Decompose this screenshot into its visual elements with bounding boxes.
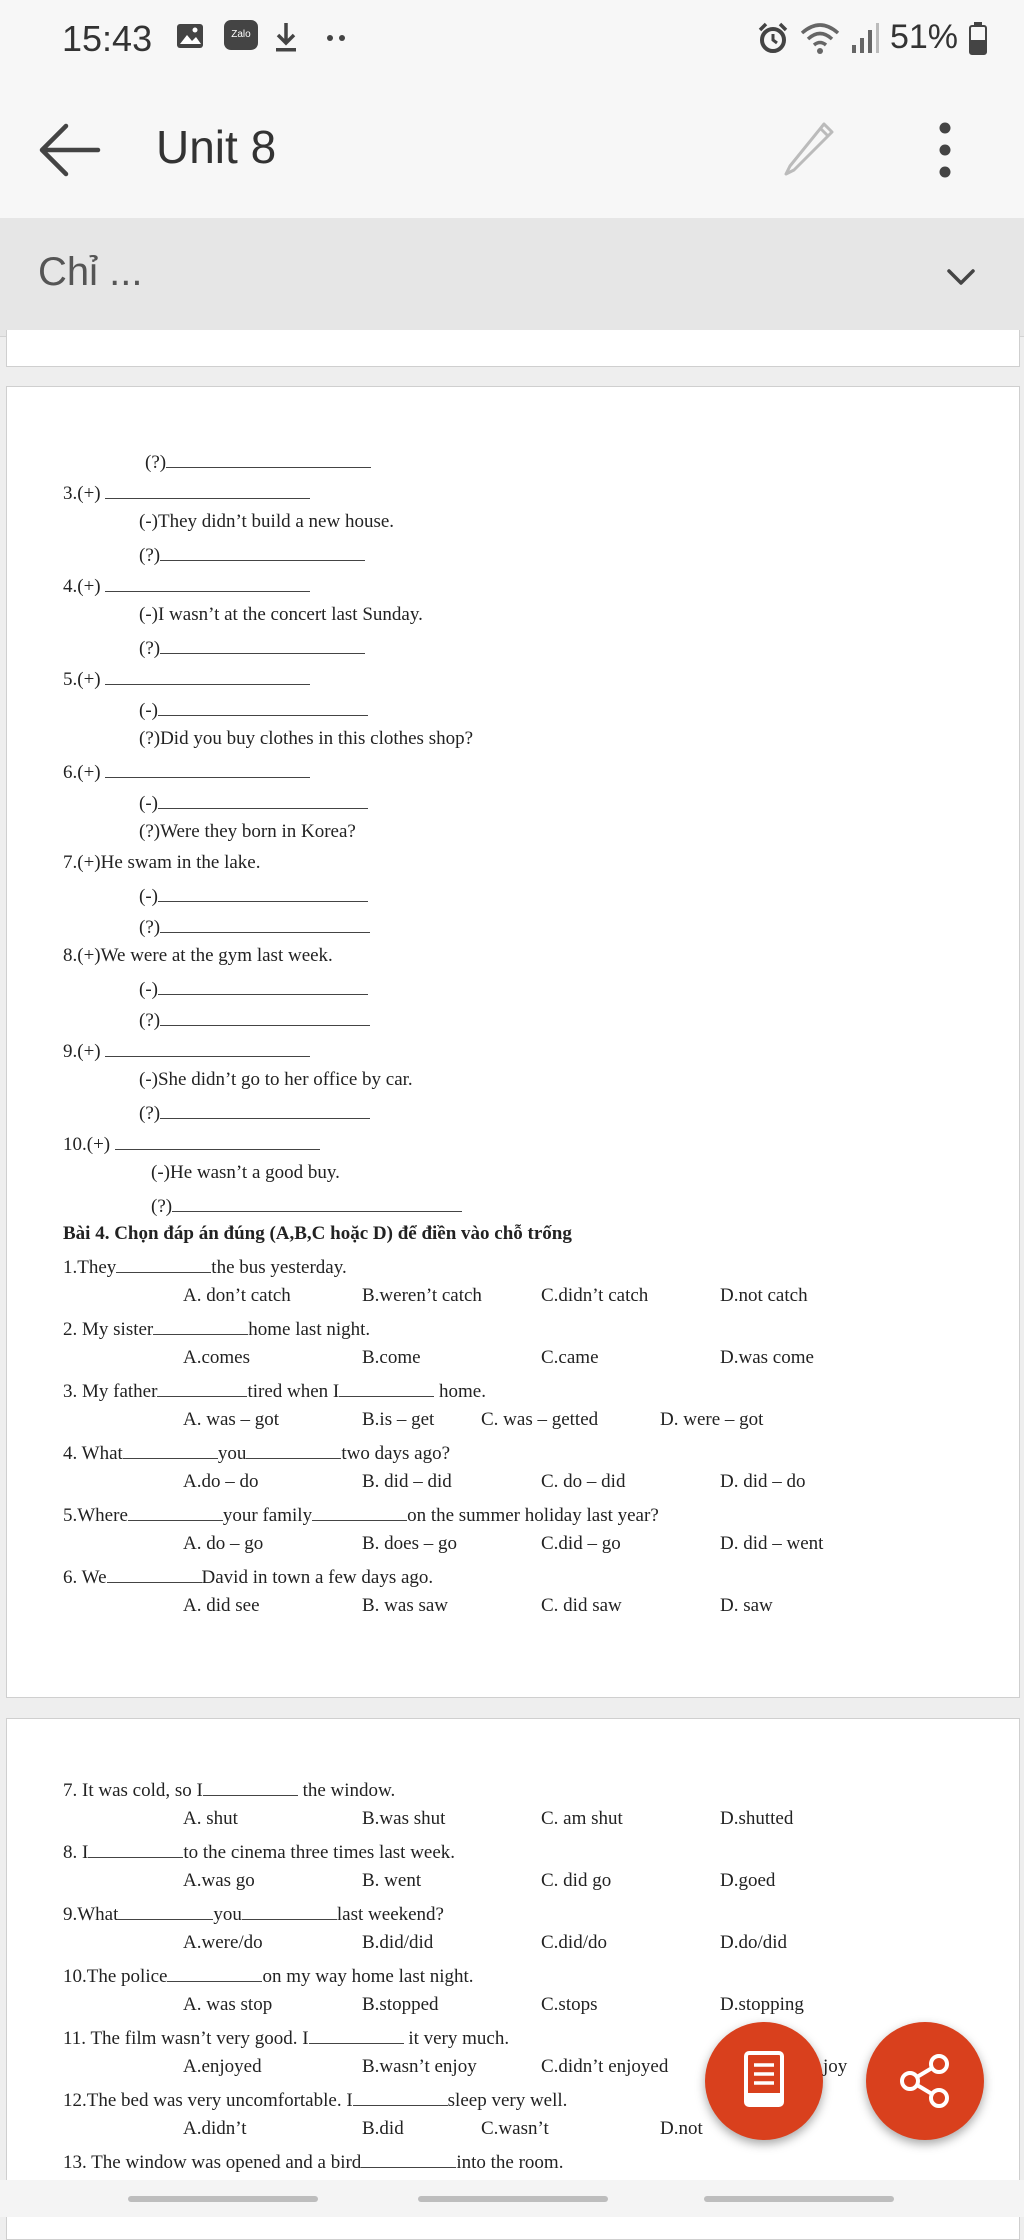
dropdown-label: Chỉ ... bbox=[38, 250, 143, 294]
option-b: B.wasn’t enjoy bbox=[362, 2056, 477, 2077]
list-item: (?)Were they born in Korea? bbox=[139, 821, 356, 842]
nav-home-button[interactable] bbox=[418, 2196, 608, 2202]
status-bar bbox=[0, 0, 1024, 80]
list-item: (-)I wasn’t at the concert last Sunday. bbox=[139, 604, 423, 625]
reader-mode-button[interactable] bbox=[705, 2022, 823, 2140]
question-8: 8. I to the cinema three times last week. bbox=[63, 1839, 455, 1864]
list-item: (?)Did you buy clothes in this clothes shop? bbox=[139, 728, 474, 749]
battery-icon bbox=[968, 21, 988, 55]
battery-percent: 51% bbox=[889, 18, 958, 56]
list-item: 5.(+) bbox=[63, 666, 310, 691]
option-c: C.didn’t catch bbox=[541, 1285, 649, 1306]
question-3: 3. My father tired when I home. bbox=[63, 1378, 486, 1403]
document-page-previous bbox=[6, 330, 1020, 367]
list-item: (-) bbox=[139, 976, 368, 1001]
option-a: A.were/do bbox=[183, 1932, 263, 1953]
option-a: A.do – do bbox=[183, 1471, 259, 1492]
signal-icon bbox=[850, 21, 880, 55]
list-item: 6.(+) bbox=[63, 759, 310, 784]
option-c: C. did saw bbox=[541, 1595, 622, 1616]
nav-recent-button[interactable] bbox=[128, 2196, 318, 2202]
option-d: D. did – went bbox=[720, 1533, 824, 1554]
list-item: (?) bbox=[139, 635, 365, 660]
option-d: D. saw bbox=[720, 1595, 773, 1616]
list-item: (-) bbox=[139, 790, 368, 815]
option-c: C.stops bbox=[541, 1994, 598, 2015]
option-c: C.didn’t enjoyed bbox=[541, 2056, 669, 2077]
option-a: A.was go bbox=[183, 1870, 255, 1891]
option-b: B. does – go bbox=[362, 1533, 457, 1554]
system-nav-bar bbox=[0, 2180, 1024, 2217]
list-item: 3.(+) bbox=[63, 480, 310, 505]
option-b: B. was saw bbox=[362, 1595, 449, 1616]
more-notifications-icon bbox=[326, 34, 348, 42]
list-item: (?) bbox=[139, 1007, 370, 1032]
option-d: D. were – got bbox=[660, 1409, 764, 1430]
option-a: A. did see bbox=[183, 1595, 260, 1616]
list-item: (?) bbox=[151, 1193, 462, 1218]
document-page-1[interactable] bbox=[6, 386, 1020, 1698]
option-a: A. shut bbox=[183, 1808, 238, 1829]
page-title: Unit 8 bbox=[156, 121, 277, 173]
question-2: 2. My sister home last night. bbox=[63, 1316, 370, 1341]
option-c: C. was – getted bbox=[481, 1409, 599, 1430]
chevron-down-icon[interactable] bbox=[944, 260, 978, 294]
option-d: D.do/did bbox=[720, 1932, 788, 1953]
section-dropdown[interactable] bbox=[0, 218, 1024, 337]
list-item: 7.(+)He swam in the lake. bbox=[63, 852, 261, 873]
option-d: D.stopping bbox=[720, 1994, 804, 2015]
list-item: (-) bbox=[139, 697, 368, 722]
status-time: 15:43 bbox=[62, 18, 153, 59]
option-c: C. do – did bbox=[541, 1471, 626, 1492]
option-c: C.came bbox=[541, 1347, 599, 1368]
pencil-icon[interactable] bbox=[776, 116, 840, 180]
option-b: B.did bbox=[362, 2118, 404, 2139]
share-button[interactable] bbox=[866, 2022, 984, 2140]
list-item: (-)He wasn’t a good buy. bbox=[151, 1162, 340, 1183]
question-1: 1.They the bus yesterday. bbox=[63, 1254, 347, 1279]
share-icon bbox=[895, 2051, 955, 2111]
wifi-icon bbox=[800, 21, 840, 55]
option-c: C.wasn’t bbox=[481, 2118, 549, 2139]
list-item: 8.(+)We were at the gym last week. bbox=[63, 945, 333, 966]
option-d: D.shutted bbox=[720, 1808, 794, 1829]
option-a: A. was – got bbox=[183, 1409, 280, 1430]
list-item: (-) bbox=[139, 883, 368, 908]
question-6: 6. We David in town a few days ago. bbox=[63, 1564, 433, 1589]
question-11: 11. The film wasn’t very good. I it very much. bbox=[63, 2025, 509, 2050]
option-d: D. did – do bbox=[720, 1471, 806, 1492]
list-item: (?) bbox=[139, 542, 365, 567]
option-a: A.didn’t bbox=[183, 2118, 247, 2139]
option-d: D.goed bbox=[720, 1870, 776, 1891]
list-item: (?) bbox=[139, 914, 370, 939]
option-b: B.weren’t catch bbox=[362, 1285, 482, 1306]
option-a: A. do – go bbox=[183, 1533, 264, 1554]
list-item: 4.(+) bbox=[63, 573, 310, 598]
option-b: B. went bbox=[362, 1870, 422, 1891]
list-item: (-)They didn’t build a new house. bbox=[139, 511, 395, 532]
option-c: C. did go bbox=[541, 1870, 612, 1891]
gallery-icon bbox=[174, 20, 206, 52]
option-d: joy bbox=[823, 2056, 848, 2077]
nav-back-button[interactable] bbox=[704, 2196, 894, 2202]
question-4: 4. What you two days ago? bbox=[63, 1440, 450, 1465]
option-a: A. don’t catch bbox=[183, 1285, 291, 1306]
more-vert-icon[interactable] bbox=[930, 118, 960, 182]
option-b: B.was shut bbox=[362, 1808, 446, 1829]
option-b: B. did – did bbox=[362, 1471, 452, 1492]
option-c: C. am shut bbox=[541, 1808, 623, 1829]
question-12: 12.The bed was very uncomfortable. I sleep very well. bbox=[63, 2087, 567, 2112]
option-b: B.is – get bbox=[362, 1409, 435, 1430]
zalo-icon: Zalo bbox=[224, 20, 258, 50]
option-d: D.not bbox=[660, 2118, 703, 2139]
option-b: B.did/did bbox=[362, 1932, 434, 1953]
option-c: C.did/do bbox=[541, 1932, 607, 1953]
exercise-heading: Bài 4. Chọn đáp án đúng (A,B,C hoặc D) để điền vào chỗ trống bbox=[63, 1223, 572, 1244]
option-a: A. was stop bbox=[183, 1994, 273, 2015]
back-arrow-icon[interactable] bbox=[36, 122, 102, 178]
document-page-2[interactable] bbox=[6, 1718, 1020, 2240]
option-d: D.was come bbox=[720, 1347, 814, 1368]
list-item: (-)She didn’t go to her office by car. bbox=[139, 1069, 413, 1090]
list-item: (?) bbox=[145, 449, 371, 474]
option-b: B.stopped bbox=[362, 1994, 439, 2015]
reader-mode-icon bbox=[737, 2050, 791, 2112]
download-icon bbox=[272, 20, 300, 54]
option-b: B.come bbox=[362, 1347, 421, 1368]
question-5: 5.Where your family on the summer holiday last year? bbox=[63, 1502, 659, 1527]
list-item: (?) bbox=[139, 1100, 370, 1125]
list-item: 9.(+) bbox=[63, 1038, 310, 1063]
option-d: D.not catch bbox=[720, 1285, 808, 1306]
list-item: 10.(+) bbox=[63, 1131, 320, 1156]
option-a: A.enjoyed bbox=[183, 2056, 262, 2077]
status-right bbox=[756, 18, 988, 57]
option-c: C.did – go bbox=[541, 1533, 621, 1554]
alarm-icon bbox=[756, 21, 790, 55]
question-13: 13. The window was opened and a bird into the room. bbox=[63, 2149, 563, 2174]
question-7: 7. It was cold, so I the window. bbox=[63, 1777, 395, 1802]
app-bar bbox=[0, 80, 1024, 218]
option-a: A.comes bbox=[183, 1347, 251, 1368]
question-9: 9.What you last weekend? bbox=[63, 1901, 444, 1926]
question-10: 10.The police on my way home last night. bbox=[63, 1963, 474, 1988]
